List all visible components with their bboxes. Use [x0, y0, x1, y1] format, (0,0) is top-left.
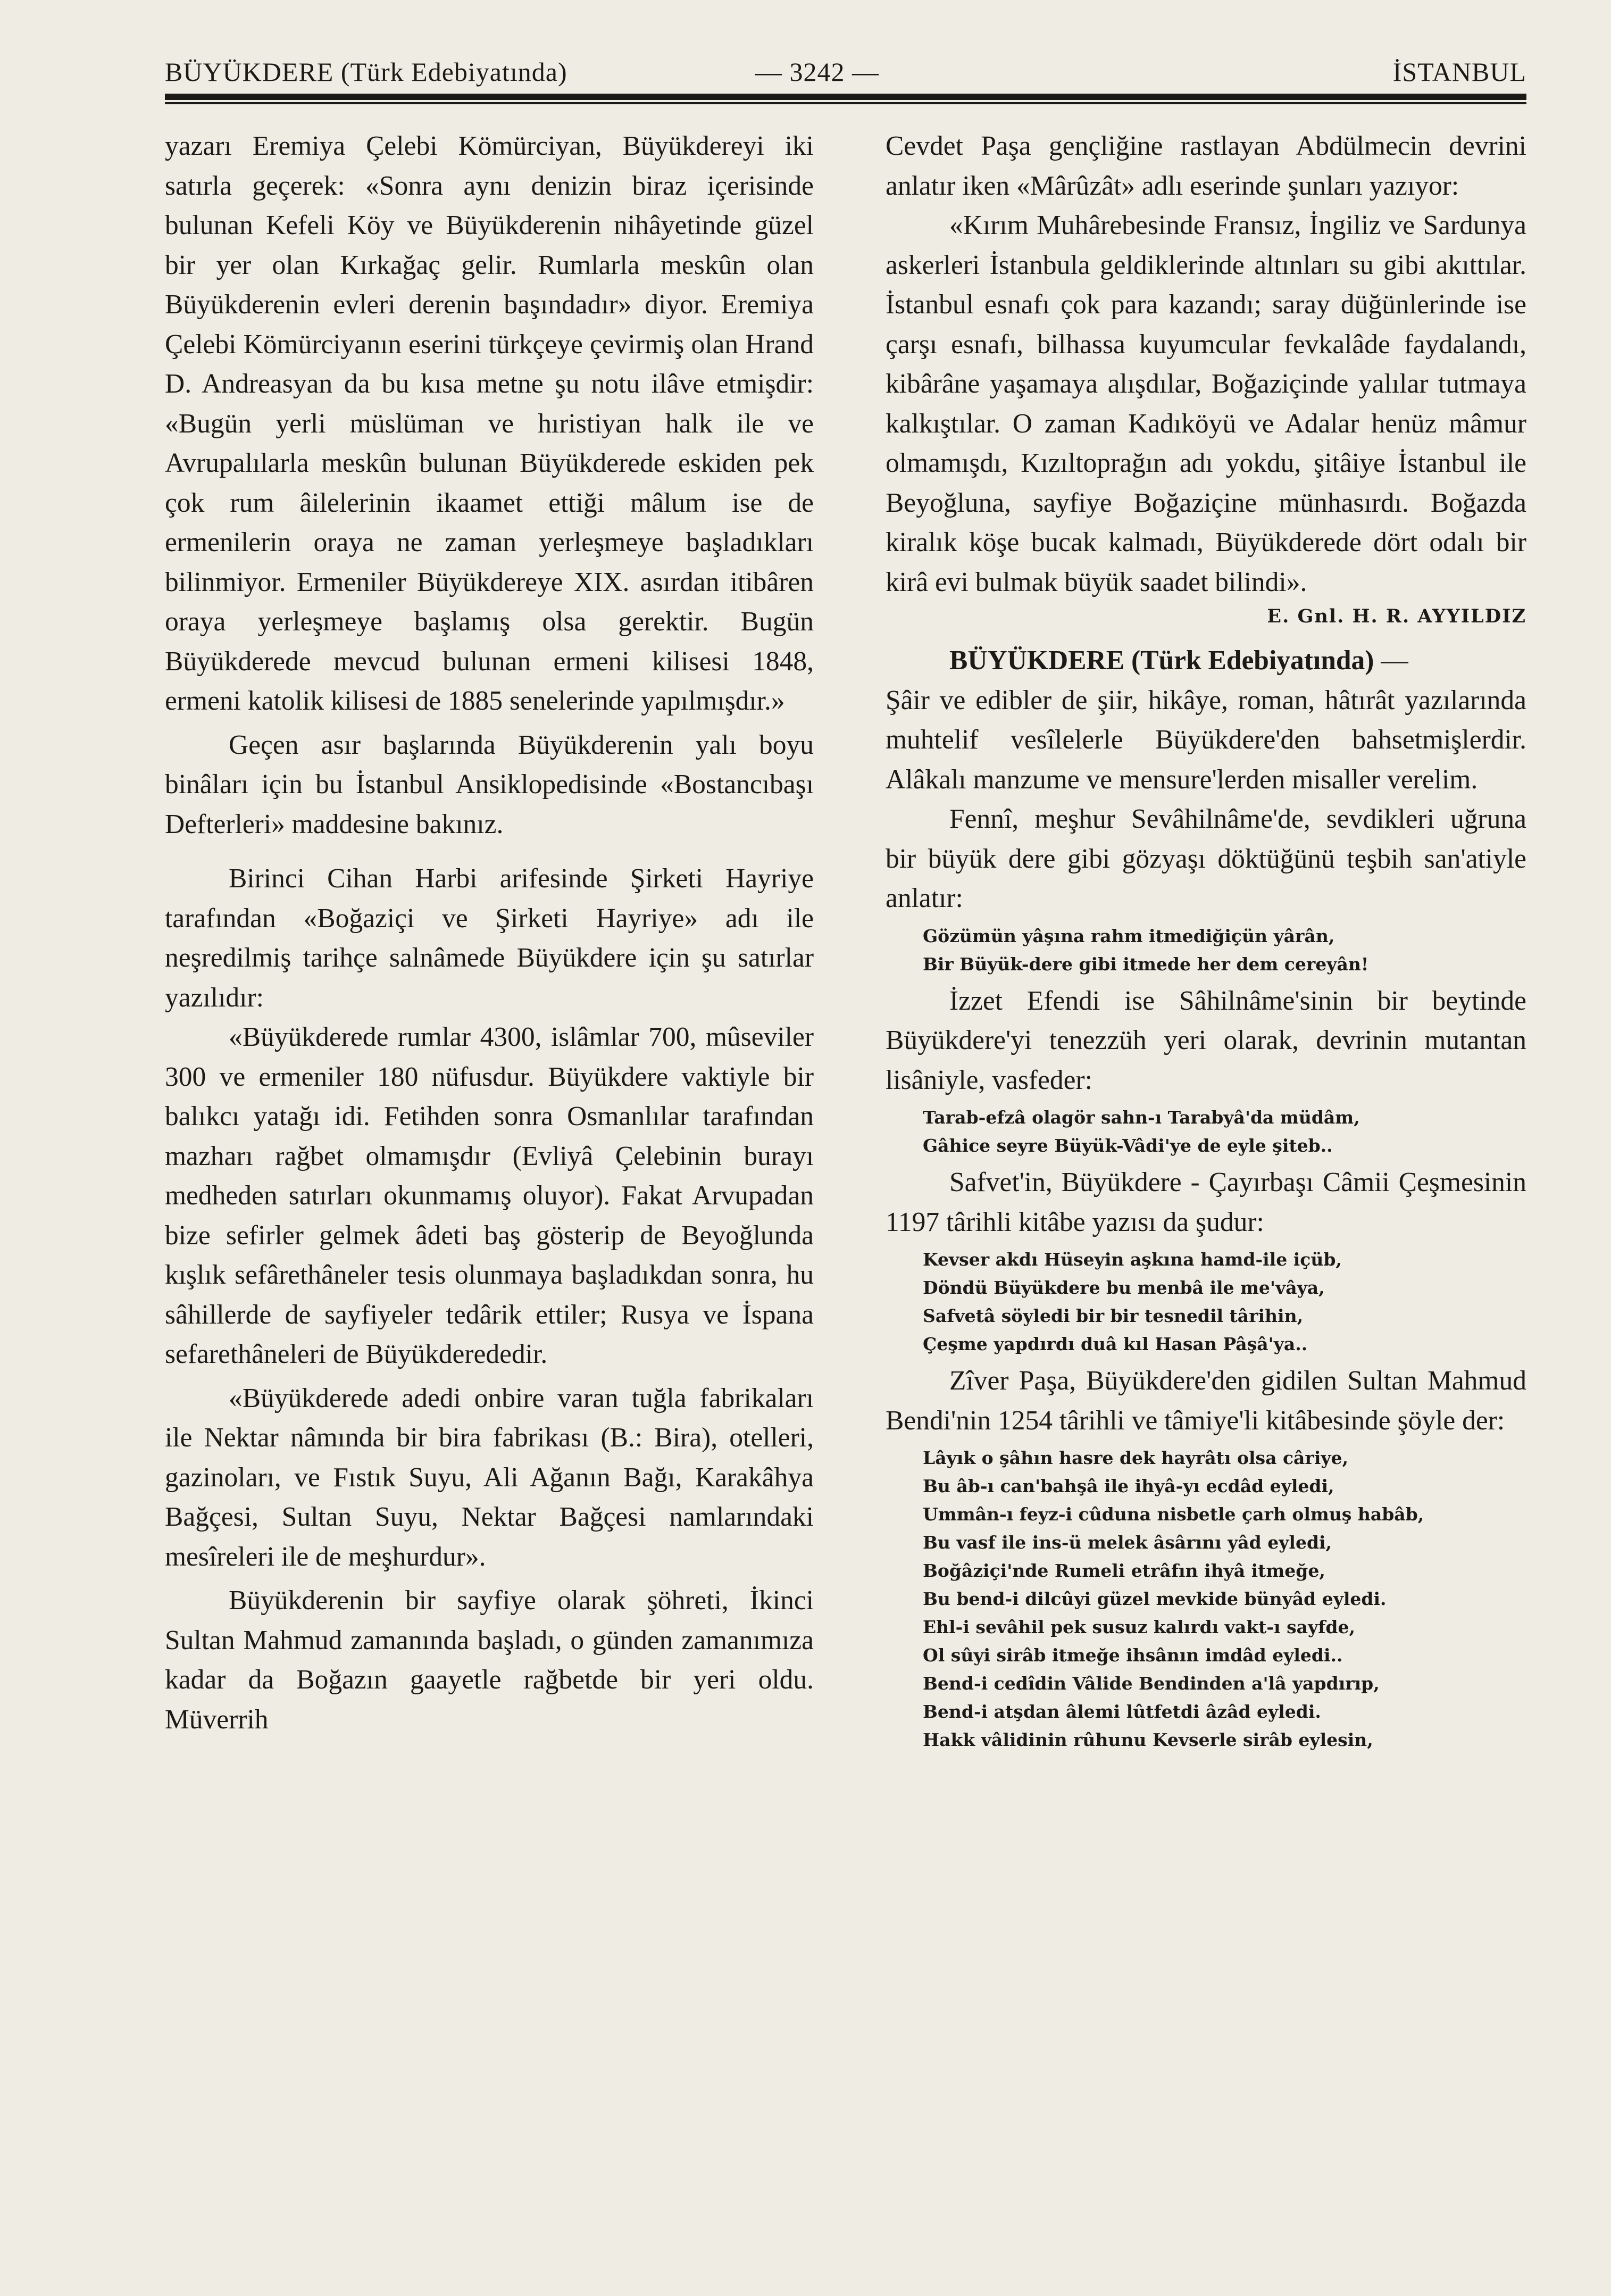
paragraph: yazarı Eremiya Çelebi Kömürciyan, Büyükdereyi iki satırla geçerek: «Sonra aynı denizin biraz içerisinde bulunan Kefeli Köy ve Büyükderenin nihâyetinde güzel bir yer olan Kırkağaç gelir. Rumlarla meskûn olan Büyükderenin evleri derenin başındadır» diyor. Eremiya Çelebi Kömürciyanın eserini türkçeye çevirmiş olan Hrand D. Andreasyan da bu kısa metne şu notu ilâve etmişdir: «Bugün yerli müslüman ve hıristiyan halk ile ve Avrupalılarla meskûn bulunan Büyükderede eskiden pek çok rum âilelerinin ikaamet ettiği mâlum ise de ermenilerin oraya ne zaman yerleşmeye başladıkları bilinmiyor. Ermeniler Büyükdereye XIX. asırdan itibâren oraya yerleşmeye başlamış olsa gerektir. Bugün Büyükderede mevcud bulunan ermeni kilisesi 1848, ermeni katolik kilisesi de 1885 senelerinde yapılmışdır.» — [165, 131, 814, 716]
header-title: BÜYÜKDERE (Türk Edebiyatında) — [165, 57, 567, 87]
paragraph: Zîver Paşa, Büyükdere'den gidilen Sultan Mahmud Bendi'nin 1254 târihli ve tâmiye'li kitâbesinde şöyle der: — [886, 1366, 1526, 1436]
quote-paragraph: «Büyükderede adedi onbire varan tuğla fabrikaları ile Nektar nâmında bir bira fabrikası (B.: Bira), otelleri, gazinoları, ve Fıstık Suyu, Ali Ağanın Bağı, Karakâhya Bağçesi, Sultan Suyu, Nektar Bağçesi namlarındaki mesîreleri ile de meşhurdur». — [165, 1383, 814, 1572]
quote-paragraph: «Kırım Muhârebesinde Fransız, İngiliz ve Sardunya askerleri İstanbula geldiklerinde altınları su gibi akıttılar. İstanbul esnafı çok para kazandı; saray düğünlerinde ise çarşı esnafı, bilhassa kuyumcular fevkalâde faydalandı, kibârâne yaşamaya alışdılar, Boğaziçinde yalılar tutmaya kalkıştılar. O zaman Kadıköyü ve Adalar henüz mâmur olmamışdı, Kızıltoprağın adı yokdu, şitâiye İstanbul ile Beyoğluna, sayfiye Boğaziçine münhasırdı. Boğazda kiralık köşe bucak kalmadı, Büyükderede dört odalı bir kirâ evi bulmak büyük saadet bilindi». — [886, 210, 1526, 597]
verse-line: Kevser akdı Hüseyin aşkına hamd-ile içüb, — [923, 1249, 1342, 1270]
verse-line: Döndü Büyükdere bu menbâ ile me'vâya, — [923, 1277, 1325, 1298]
verse-block — [886, 1103, 1526, 1160]
verse-line: Bu âb-ı can'bahşâ ile ihyâ-yı ecdâd eyledi, — [923, 1476, 1334, 1496]
section-heading: BÜYÜKDERE (Türk Edebiyatında) — [949, 645, 1374, 676]
verse-line: Tarab-efzâ olagör sahn-ı Tarabyâ'da müdâm, — [923, 1107, 1360, 1128]
verse-line: Safvetâ söyledi bir bir tesnedil târihin, — [923, 1305, 1304, 1326]
verse-line: Bu vasf ile ins-ü melek âsârını yâd eyledi, — [923, 1532, 1332, 1553]
header-rule — [165, 94, 1526, 100]
paragraph: Safvet'in, Büyükdere - Çayırbaşı Câmii Çeşmesinin 1197 târihli kitâbe yazısı da şudur: — [886, 1167, 1526, 1237]
paragraph: İzzet Efendi ise Sâhilnâme'sinin bir beytinde Büyükdere'yi tenezzüh yeri olarak, devrinin mutantan lisâniyle, vasfeder: — [886, 985, 1526, 1095]
page-number: — 3242 — — [755, 57, 879, 87]
paragraph: Fennî, meşhur Sevâhilnâme'de, sevdikleri uğruna bir büyük dere gibi gözyaşı döktüğünü teşbih san'atiyle anlatır: — [886, 804, 1526, 913]
verse-block — [886, 1245, 1526, 1358]
verse-line: Ehl-i sevâhil pek susuz kalırdı vakt-ı sayfde, — [923, 1617, 1355, 1637]
quote-paragraph: «Büyükderede rumlar 4300, islâmlar 700, mûseviler 300 ve ermeniler 180 nüfusdur. Büyükdere vaktiyle bir balıkcı yatağı idi. Fetihden sonra Osmanlılar tarafından mazharı rağbet olmamışdır (Evliyâ Çelebinin burayı medheden satırları okunmamış oluyor). Fakat Arvupadan bize sefirler gelmek âdeti baş gösterip de Beyoğlunda kışlık sefârethâneler tesis olunmaya başladıkdan sonra, hu sâhillerde de sayfiyeler tedârik ettiler; Rusya ve İspana sefarethâneleri de Büyükderededir. — [165, 1022, 814, 1369]
paragraph: Geçen asır başlarında Büyükderenin yalı boyu binâları için bu İstanbul Ansiklopedisinde «Bostancıbaşı Defterleri» maddesine bakınız. — [165, 729, 814, 839]
paragraph: Büyükderenin bir sayfiye olarak şöhreti, İkinci Sultan Mahmud zamanında başladı, o günden zamanımıza kadar da Boğazın gaayetle rağbetde bir yeri oldu. Müverrih — [165, 1585, 814, 1735]
verse-block — [886, 1444, 1526, 1754]
header-rule-thin — [165, 102, 1526, 104]
author-signature: E. Gnl. H. R. AYYILDIZ — [1267, 605, 1526, 627]
verse-line: Ummân-ı feyz-i cûduna nisbetle çarh olmuş habâb, — [923, 1504, 1424, 1525]
verse-line: Lâyık o şâhın hasre dek hayrâtı olsa câriye, — [923, 1448, 1349, 1468]
section-heading-dash: — — [1374, 645, 1408, 676]
left-column — [165, 127, 814, 1740]
paragraph: Birinci Cihan Harbi arifesinde Şirketi Hayriye tarafından «Boğaziçi ve Şirketi Hayriye» adı ile neşredilmiş tarihçe salnâmede Büyükdere için şu satırlar yazılıdır: — [165, 863, 814, 1013]
verse-line: Bu bend-i dilcûyi güzel mevkide bünyâd eyledi. — [923, 1588, 1387, 1609]
right-column — [886, 127, 1526, 1757]
verse-line: Hakk vâlidinin rûhunu Kevserle sirâb eylesin, — [923, 1729, 1373, 1750]
section-paragraph — [886, 641, 1526, 681]
verse-line: Boğâziçi'nde Rumeli etrâfın ihyâ itmeğe, — [923, 1560, 1325, 1581]
verse-line: Çeşme yapdırdı duâ kıl Hasan Pâşâ'ya.. — [923, 1334, 1308, 1354]
verse-line: Gözümün yâşına rahm itmediğiçün yârân, — [923, 925, 1335, 946]
paragraph: Cevdet Paşa gençliğine rastlayan Abdülmecin devrini anlatır iken «Mârûzât» adlı eserinde şunları yazıyor: — [886, 131, 1526, 201]
paragraph: Şâir ve edibler de şiir, hikâye, roman, hâtırât yazılarında muhtelif vesîlelerle Büyükdere'den bahsetmişlerdir. Alâkalı manzume ve mensure'lerden misaller verelim. — [886, 685, 1526, 795]
verse-line: Bir Büyük-dere gibi itmede her dem cereyân! — [923, 953, 1369, 975]
header-section: İSTANBUL — [1392, 57, 1526, 87]
verse-line: Bend-i atşdan âlemi lûtfetdi âzâd eyledi. — [923, 1701, 1321, 1722]
running-header — [165, 49, 1526, 91]
verse-block — [886, 922, 1526, 978]
verse-line: Gâhice seyre Büyük-Vâdi'ye de eyle şiteb.. — [923, 1135, 1333, 1156]
verse-line: Ol sûyi sirâb itmeğe ihsânın imdâd eyledi.. — [923, 1645, 1343, 1666]
verse-line: Bend-i cedîdin Vâlide Bendinden a'lâ yapdırıp, — [923, 1673, 1380, 1694]
